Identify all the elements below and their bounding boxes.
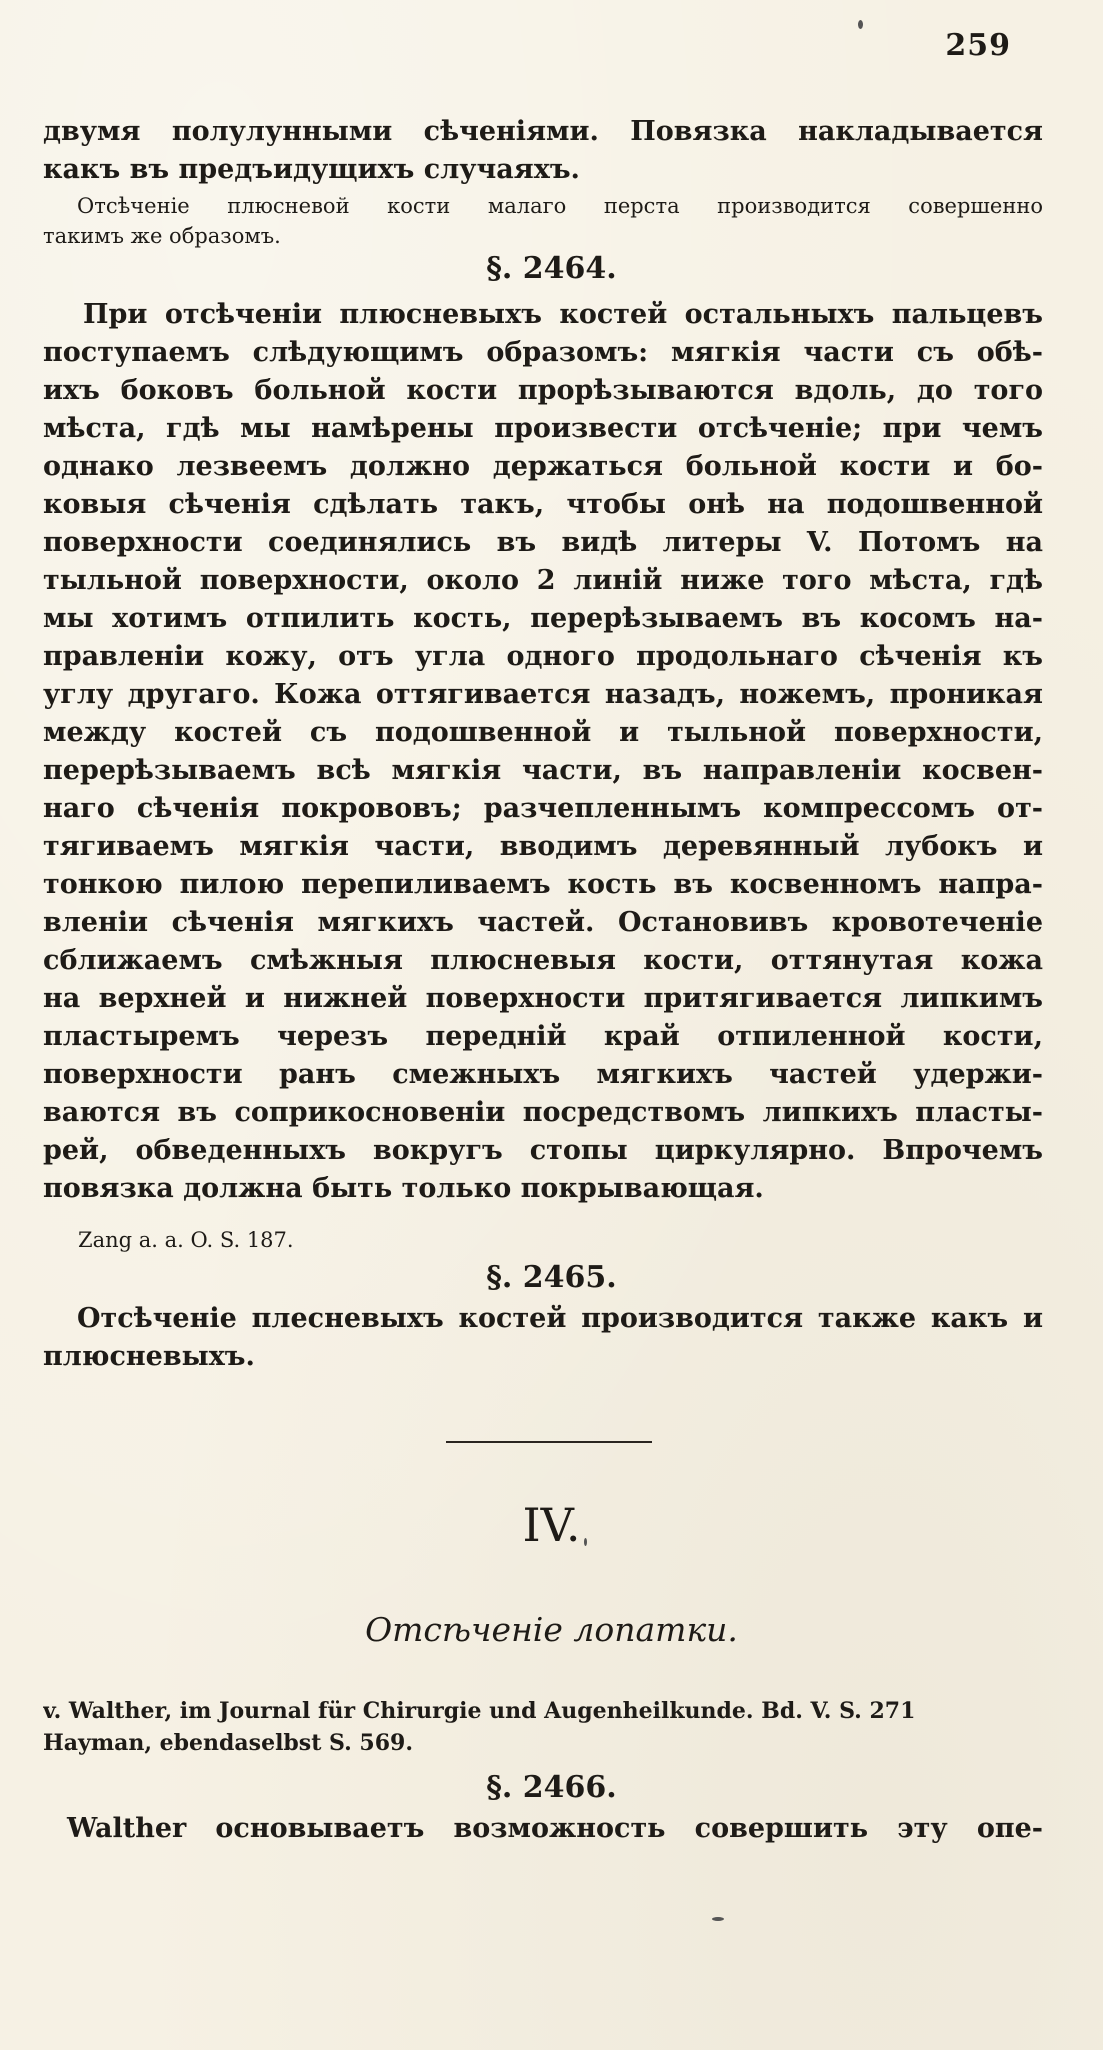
paragraph-2466	[43, 1810, 1043, 1848]
text-line: вленіи сѣченія мягкихъ частей. Остановивъ кровотеченіе	[43, 907, 1043, 938]
text-line: сближаемъ смѣжныя плюсневыя кости, оттянутая кожа	[43, 945, 1043, 976]
page-number: 259	[945, 28, 1011, 63]
paragraph-2464	[43, 296, 1043, 1208]
paper-speck	[712, 1917, 724, 1921]
section-heading-2465: §. 2465.	[486, 1260, 617, 1295]
text-line: ваются въ соприкосновеніи посредствомъ липкихъ пласты-	[43, 1097, 1043, 1128]
text-line: пластыремъ черезъ передній край отпиленной кости,	[43, 1021, 1043, 1052]
text-line: тонкою пилою перепиливаемъ кость въ косвенномъ напра-	[43, 869, 1043, 900]
intro-paragraph	[43, 113, 1043, 189]
text-line: какъ въ предъидущихъ случаяхъ.	[43, 154, 580, 185]
text-line: Отсѣченіе плюсневой кости малаго перста производится совершенно	[77, 194, 1043, 218]
text-line: двумя полулунными сѣченіями. Повязка накладывается	[43, 116, 1043, 147]
text-line: При отсѣченіи плюсневыхъ костей остальныхъ пальцевъ	[83, 299, 1043, 330]
reference-zang: Zang a. a. O. S. 187.	[78, 1228, 294, 1252]
text-line: Walther основываетъ возможность совершить эту опе-	[67, 1813, 1043, 1844]
chapter-title: Отсѣченіе лопатки.	[365, 1610, 738, 1649]
text-line: поверхности ранъ смежныхъ мягкихъ частей удержи-	[43, 1059, 1043, 1090]
text-line: мы хотимъ отпилить кость, перерѣзываемъ въ косомъ на-	[43, 603, 1043, 634]
text-line: на верхней и нижней поверхности притягивается липкимъ	[43, 983, 1043, 1014]
text-line: мѣста, гдѣ мы намѣрены произвести отсѣченіе; при чемъ	[43, 413, 1043, 444]
chapter-number: IV.	[522, 1498, 581, 1552]
text-line: однако лезвеемъ должно держаться больной кости и бо-	[43, 451, 1043, 482]
text-line: ковыя сѣченія сдѣлать такъ, чтобы онѣ на подошвенной	[43, 489, 1043, 520]
text-line: ихъ боковъ больной кости прорѣзываются вдоль, до того	[43, 375, 1043, 406]
text-line: повязка должна быть только покрывающая.	[43, 1173, 764, 1204]
text-line: перерѣзываемъ всѣ мягкія части, въ направленіи косвен-	[43, 755, 1043, 786]
section-heading-2466: §. 2466.	[486, 1770, 617, 1805]
text-line: между костей съ подошвенной и тыльной поверхности,	[43, 717, 1043, 748]
paragraph-2465	[43, 1300, 1043, 1376]
paper-speck	[858, 20, 863, 29]
text-line: тыльной поверхности, около 2 линій ниже того мѣста, гдѣ	[43, 565, 1043, 596]
note-paragraph	[43, 191, 1043, 251]
text-line: поступаемъ слѣдующимъ образомъ: мягкія части съ обѣ-	[43, 337, 1043, 368]
text-line: рей, обведенныхъ вокругъ стопы циркулярно. Впрочемъ	[43, 1135, 1043, 1166]
text-line: наго сѣченія покрововъ; разчепленнымъ компрессомъ от-	[43, 793, 1043, 824]
reference-line: v. Walther, im Journal für Chirurgie und Augenheilkunde. Bd. V. S. 271	[43, 1698, 916, 1724]
text-line: тягиваемъ мягкія части, вводимъ деревянный лубокъ и	[43, 831, 1043, 862]
text-line: правленіи кожу, отъ угла одного продольнаго сѣченія къ	[43, 641, 1043, 672]
references-block	[43, 1695, 1043, 1759]
text-line: углу другаго. Кожа оттягивается назадъ, ножемъ, проникая	[43, 679, 1043, 710]
text-line: плюсневыхъ.	[43, 1341, 255, 1372]
section-divider	[446, 1441, 652, 1443]
reference-line: Hayman, ebendaselbst S. 569.	[43, 1730, 414, 1756]
text-line: поверхности соединялись въ видѣ литеры V. Потомъ на	[43, 527, 1043, 558]
section-heading-2464: §. 2464.	[486, 251, 617, 286]
text-line: Отсѣченіе плесневыхъ костей производится также какъ и	[77, 1303, 1043, 1334]
text-line: такимъ же образомъ.	[43, 224, 281, 248]
paper-speck	[584, 1538, 587, 1546]
